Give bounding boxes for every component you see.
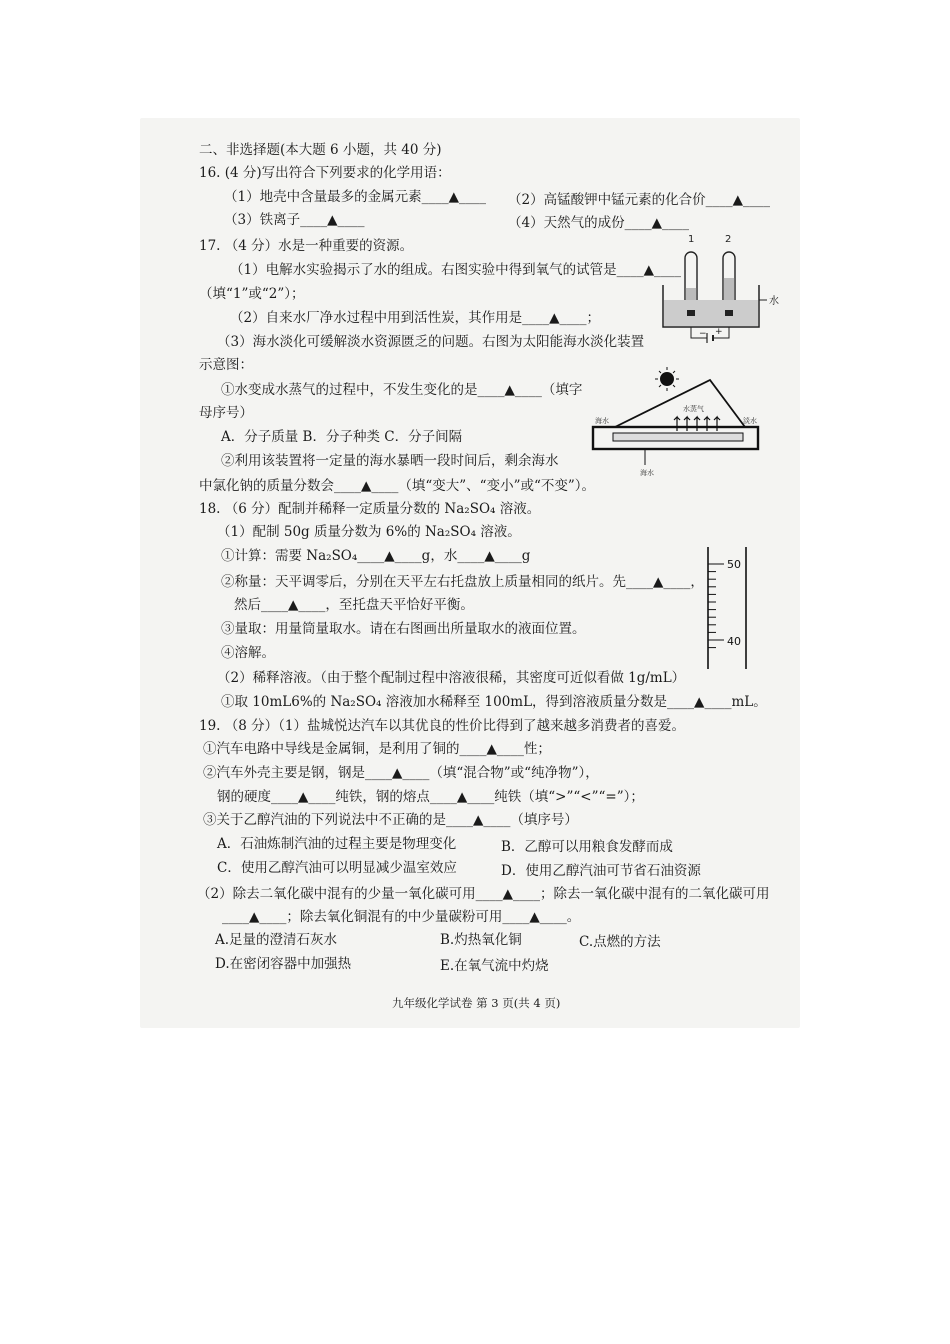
question-19: 19. （8 分）（1）盐城悦达汽车以其优良的性价比得到了越来越多消费者的喜爱。 xyxy=(199,718,685,734)
electrolysis-figure xyxy=(655,230,795,345)
q19-option-b: B．乙醇可以用粮食发酵而成 xyxy=(501,839,673,855)
q18-measure: ③量取：用量筒量取水。请在右图画出所量取水的液面位置。 xyxy=(221,621,586,637)
question-16: 16. (4 分)写出符合下列要求的化学用语： xyxy=(199,165,451,181)
q17-sub2-cont: 中氯化钠的质量分数会____▲____（填“变大”、“变小”或“不变”）。 xyxy=(199,478,596,494)
trough-water xyxy=(664,300,758,326)
electrode-2 xyxy=(725,310,733,316)
q17-sub1-cont: 母序号） xyxy=(199,405,253,421)
q19-sub1: ①汽车电路中导线是金属铜，是利用了铜的____▲____性； xyxy=(203,741,551,757)
freshwater-label: 淡水 xyxy=(743,417,757,425)
vapor-arrows xyxy=(674,417,720,431)
svg-text:−: − xyxy=(699,329,707,339)
q17-sub2: ②利用该装置将一定量的海水暴晒一段时间后，剩余海水 xyxy=(221,453,559,469)
q19-part2: （2）除去二氧化碳中混有的少量一氧化碳可用____▲____；除去一氧化碳中混有的二氧化碳可用 xyxy=(197,886,770,902)
q17-part1-note: （填“1”或“2”）； xyxy=(199,286,305,302)
q16-part1: （1）地壳中含量最多的金属元素____▲____ xyxy=(224,189,486,205)
question-18: 18. （6 分）配制并稀释一定质量分数的 Na₂SO₄ 溶液。 xyxy=(199,501,541,517)
q16-part2: （2）高锰酸钾中锰元素的化合价____▲____ xyxy=(508,192,770,208)
q19-choice-c: C.点燃的方法 xyxy=(579,934,661,950)
seawater-bottom-label: 海水 xyxy=(640,469,654,477)
svg-text:+: + xyxy=(715,327,723,337)
q19-part2-cont: ____▲____；除去氧化铜混有的中少量碳粉可用____▲____。 xyxy=(222,909,581,925)
q16-part3: （3）铁离子____▲____ xyxy=(224,212,365,228)
graduated-cylinder xyxy=(700,545,760,675)
q18-calc: ①计算：需要 Na₂SO₄____▲____g，水____▲____g xyxy=(221,548,531,564)
tube1-label: 1 xyxy=(688,234,695,245)
q19-choice-b: B.灼热氧化铜 xyxy=(440,932,522,948)
vapor-label: 水蒸气 xyxy=(683,405,704,413)
question-17: 17. （4 分）水是一种重要的资源。 xyxy=(199,238,414,254)
q18-part2: （2）稀释溶液。（由于整个配制过程中溶液很稀，其密度可近似看做 1g/mL） xyxy=(217,670,686,686)
q19-option-d: D．使用乙醇汽油可节省石油资源 xyxy=(501,863,701,879)
q18-dilute: ①取 10mL6%的 Na₂SO₄ 溶液加水稀释至 100mL，得到溶液质量分数是____▲____mL。 xyxy=(221,694,767,710)
q19-sub2: ②汽车外壳主要是钢，钢是____▲____（填“混合物”或“纯净物”）， xyxy=(203,765,599,781)
seawater-in-label: 海水 xyxy=(595,417,609,425)
q18-dissolve: ④溶解。 xyxy=(221,645,275,661)
q18-weigh-cont: 然后____▲____，至托盘天平恰好平衡。 xyxy=(234,597,474,613)
seawater-tray xyxy=(613,433,743,441)
cylinder-label-40: 40 xyxy=(727,635,741,648)
solar-desalination-figure xyxy=(585,365,770,480)
section-heading: 二、非选择题(本大题 6 小题，共 40 分) xyxy=(199,142,442,158)
sun-icon xyxy=(660,372,674,386)
q16-part4: （4）天然气的成份____▲____ xyxy=(508,215,689,231)
q18-part1: （1）配制 50g 质量分数为 6%的 Na₂SO₄ 溶液。 xyxy=(217,524,521,540)
q17-part3: （3）海水淡化可缓解淡水资源匮乏的问题。右图为太阳能海水淡化装置 xyxy=(217,334,645,350)
q19-option-a: A．石油炼制汽油的过程主要是物理变化 xyxy=(217,836,457,852)
water-label: 水 xyxy=(769,296,779,307)
q19-choice-a: A.足量的澄清石灰水 xyxy=(215,932,338,948)
cylinder-label-50: 50 xyxy=(727,558,741,571)
tube2-label: 2 xyxy=(725,234,732,245)
q19-option-c: C．使用乙醇汽油可以明显减少温室效应 xyxy=(217,860,457,876)
q17-part1: （1）电解水实验揭示了水的组成。右图实验中得到氧气的试管是____▲____ xyxy=(230,262,681,278)
page-footer: 九年级化学试卷 第 3 页(共 4 页) xyxy=(392,996,561,1010)
q19-choice-d: D.在密闭容器中加强热 xyxy=(215,956,352,972)
q17-part3-cont: 示意图： xyxy=(199,357,253,373)
q19-choice-e: E.在氧气流中灼烧 xyxy=(440,958,549,974)
q19-sub2-cont: 钢的硬度____▲____纯铁，钢的熔点____▲____纯铁（填“>”“<”“=”）； xyxy=(217,789,644,805)
q17-sub1: ①水变成水蒸气的过程中，不发生变化的是____▲____（填字 xyxy=(221,382,583,398)
electrode-1 xyxy=(687,310,695,316)
q17-part2: （2）自来水厂净水过程中用到活性炭，其作用是____▲____； xyxy=(230,310,600,326)
q18-weigh: ②称量：天平调零后，分别在天平左右托盘放上质量相同的纸片。先____▲____， xyxy=(221,574,704,590)
q17-options: A．分子质量 B．分子种类 C．分子间隔 xyxy=(221,429,463,445)
q19-sub3: ③关于乙醇汽油的下列说法中不正确的是____▲____（填序号） xyxy=(203,812,578,828)
